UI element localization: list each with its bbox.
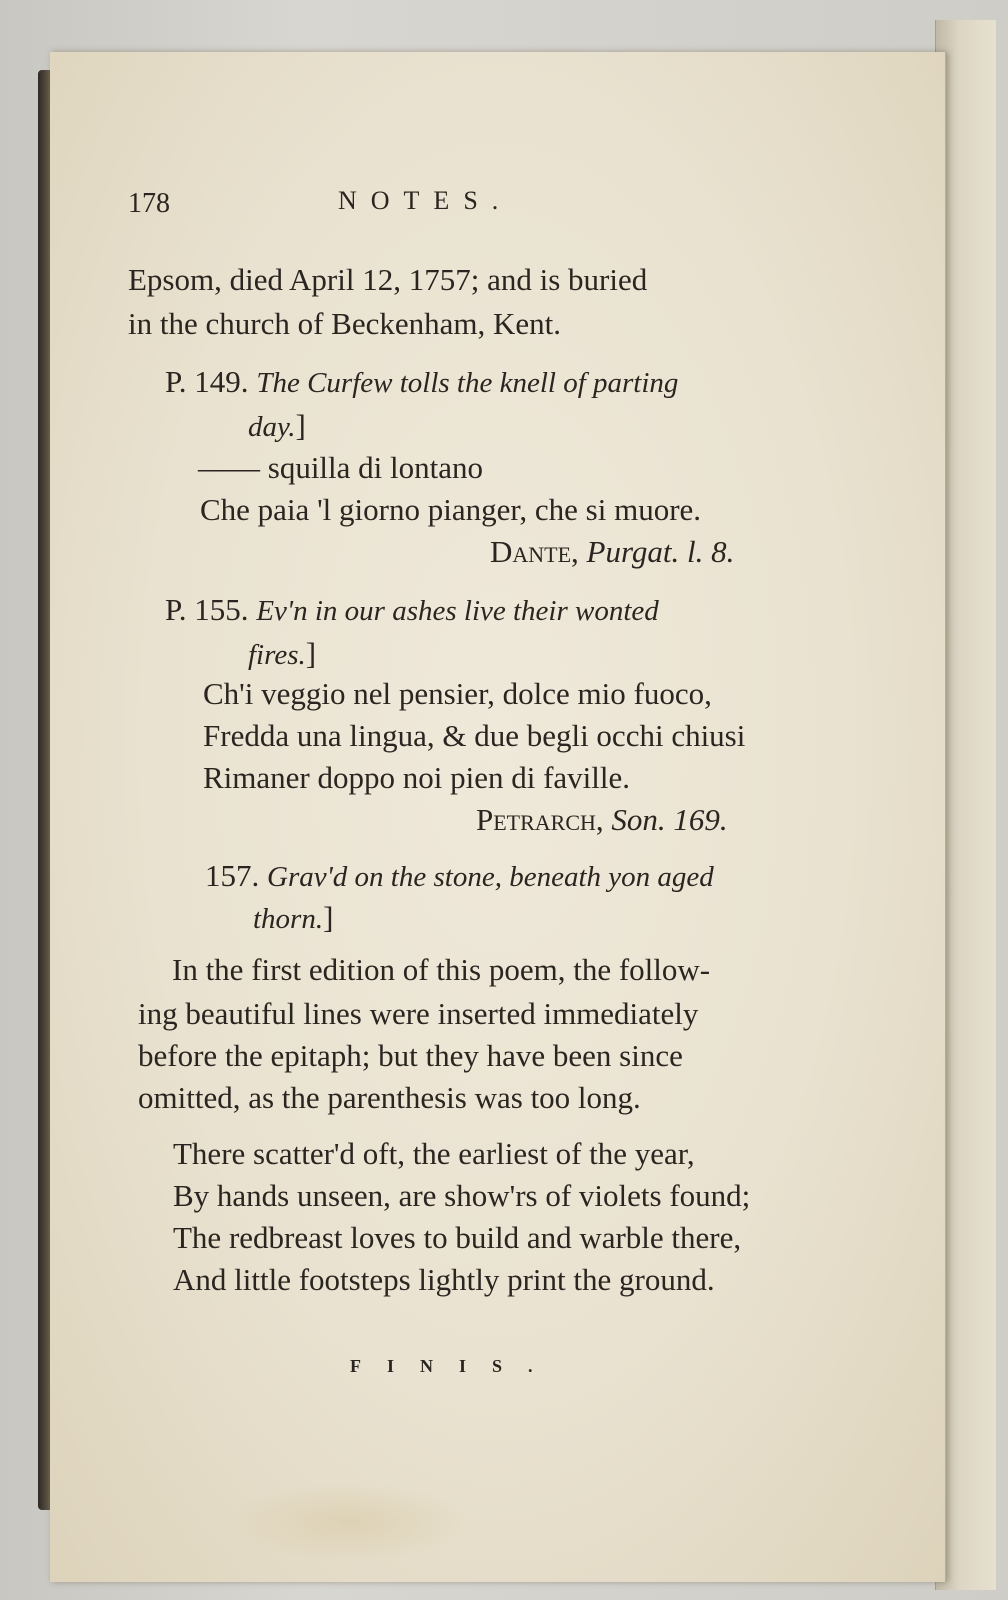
note-155-quote-2: Fredda una lingua, & due begli occhi chiusi	[203, 718, 746, 753]
note-149-heading-cont	[248, 408, 306, 444]
note-149-heading	[165, 364, 775, 400]
note-149-attribution	[490, 534, 734, 570]
note-155-author: Petrarch,	[476, 802, 604, 837]
note-155-heading-cont	[248, 636, 316, 672]
paragraph-line-3: before the epitaph; but they have been since	[138, 1038, 683, 1073]
intro-line-1: Epsom, died April 12, 1757; and is buried	[128, 262, 648, 297]
note-149-quote-2: Che paia 'l giorno pianger, che si muore.	[200, 492, 702, 527]
note-155-ref: P. 155.	[165, 592, 249, 627]
note-149-title: The Curfew tolls the knell of parting	[256, 367, 679, 399]
note-149-source: Purgat. l. 8.	[586, 534, 735, 569]
stanza-line-3: The redbreast loves to build and warble there,	[173, 1220, 742, 1255]
note-155-title-cont: fires.	[248, 639, 306, 671]
paragraph-line-4: omitted, as the parenthesis was too long.	[138, 1080, 641, 1115]
stanza-line-1: There scatter'd oft, the earliest of the year,	[173, 1136, 695, 1171]
page-number: 178	[128, 188, 170, 219]
stanza-line-4: And little footsteps lightly print the ground.	[173, 1262, 715, 1297]
stanza-line-2: By hands unseen, are show'rs of violets found;	[173, 1178, 751, 1213]
note-157-heading	[205, 858, 714, 894]
finis-label: FINIS.	[350, 1356, 559, 1376]
page-stain	[230, 1482, 470, 1562]
note-157-bracket: ]	[323, 900, 334, 935]
note-149-author: Dante,	[490, 534, 579, 569]
paragraph-line-1: In the first edition of this poem, the follow-	[172, 952, 711, 987]
note-149-ref: P. 149.	[165, 364, 249, 399]
note-157-heading-cont	[253, 900, 333, 936]
note-155-heading	[165, 592, 659, 628]
note-149-bracket: ]	[295, 408, 306, 443]
note-157-title-cont: thorn.	[253, 903, 324, 935]
note-149-quote-1: —— squilla di lontano	[198, 450, 484, 485]
note-155-title: Ev'n in our ashes live their wonted	[256, 595, 659, 627]
note-157-title: Grav'd on the stone, beneath yon aged	[267, 861, 714, 893]
paragraph-line-2: ing beautiful lines were inserted immediately	[138, 996, 699, 1031]
note-155-quote-1: Ch'i veggio nel pensier, dolce mio fuoco,	[203, 676, 712, 711]
note-155-attribution	[476, 802, 728, 838]
running-title: NOTES.	[338, 186, 513, 215]
intro-line-2: in the church of Beckenham, Kent.	[128, 306, 561, 341]
note-149-title-cont: day.	[248, 411, 296, 443]
note-155-quote-3: Rimaner doppo noi pien di faville.	[203, 760, 631, 795]
note-155-source: Son. 169.	[611, 802, 728, 837]
note-155-bracket: ]	[305, 636, 317, 671]
note-157-ref: 157.	[205, 858, 260, 893]
